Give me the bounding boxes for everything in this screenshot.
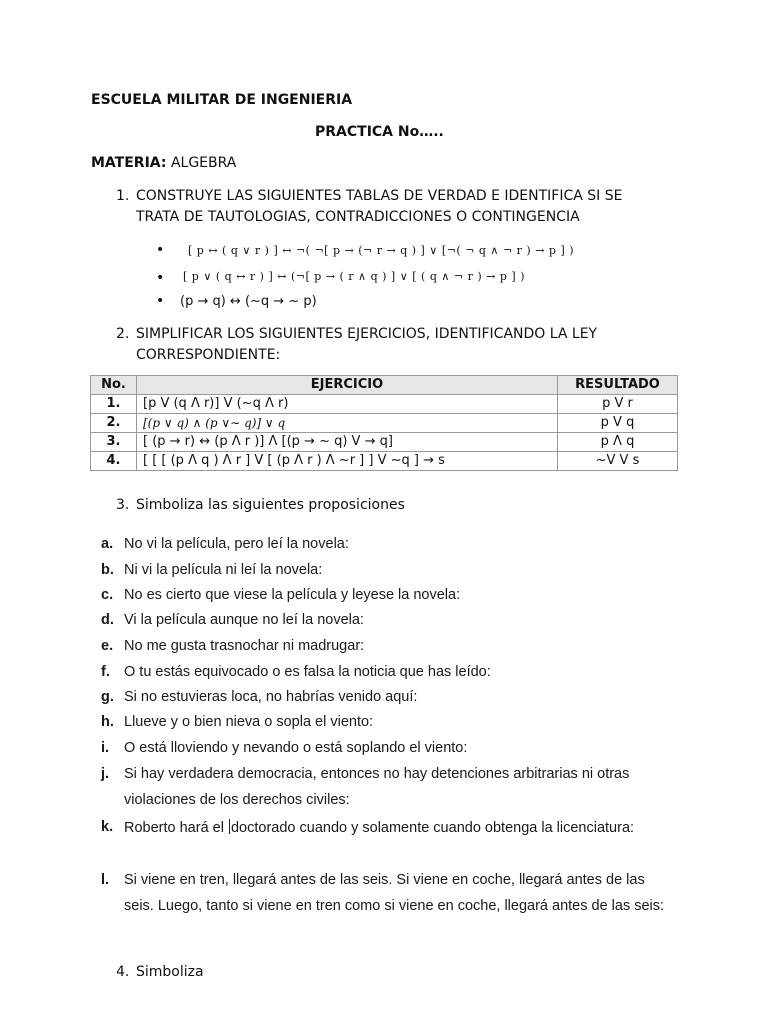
item-text-part-2: doctorado cuando y solamente cuando obtenga la licenciatura: (230, 820, 635, 836)
question-2-line-2: CORRESPONDIENTE: (136, 347, 281, 363)
table-header-row (91, 376, 678, 395)
row-number: 2. (91, 414, 137, 433)
question-number: 1. (116, 188, 130, 204)
item-letter: k. (101, 819, 114, 835)
row-number: 4. (91, 452, 137, 471)
item-text: Ni vi la película ni leí la novela: (124, 562, 323, 578)
column-header-no: No. (91, 376, 137, 395)
item-text (124, 819, 634, 836)
item-letter: i. (101, 740, 110, 756)
column-header-exercise: EJERCICIO (137, 376, 558, 395)
item-text-line-1: Si hay verdadera democracia, entonces no hay detenciones arbitrarias ni otras (124, 766, 630, 782)
result-cell: p V q (558, 414, 678, 433)
exercise-cell: [ (p → r) ↔ (p Λ r )] Λ [(p → ~ q) V → q] (137, 433, 558, 452)
result-cell: ~V V s (558, 452, 678, 471)
item-text: No es cierto que viese la película y leyese la novela: (124, 587, 461, 603)
formula-3: (p → q) ↔ (~q → ~ p) (180, 294, 317, 309)
subject-line (91, 155, 236, 171)
question-1-line-2: TRATA DE TAUTOLOGIAS, CONTRADICCIONES O CONTINGENCIA (136, 209, 580, 225)
exercise-cell: [(p ∨ q) ∧ (p ∨∼ q)] ∨ q (137, 414, 558, 433)
column-header-result: RESULTADO (558, 376, 678, 395)
bullet-icon: • (156, 270, 165, 286)
bullet-icon: • (156, 242, 165, 258)
practice-title: PRACTICA No….. (315, 124, 444, 140)
subject-label: MATERIA: (91, 155, 167, 171)
question-2 (116, 324, 598, 363)
item-text-part-1: Roberto hará el (124, 820, 224, 836)
row-number: 3. (91, 433, 137, 452)
question-number: 4. (116, 964, 130, 980)
school-name: ESCUELA MILITAR DE INGENIERIA (91, 92, 353, 108)
item-letter: c. (101, 587, 114, 603)
text-cursor (229, 819, 230, 834)
question-3 (116, 495, 405, 516)
item-letter: f. (101, 664, 110, 680)
question-1 (116, 186, 623, 225)
propositions-list (101, 536, 681, 936)
item-text: No me gusta trasnochar ni madrugar: (124, 638, 365, 654)
item-text: Llueve y o bien nieva o sopla el viento: (124, 714, 374, 730)
item-letter: d. (101, 612, 114, 628)
item-letter: e. (101, 638, 114, 654)
item-text: O está lloviendo y nevando o está soplando el viento: (124, 740, 468, 756)
subject-value: ALGEBRA (170, 155, 237, 171)
exercise-cell: [ [ [ (p Λ q ) Λ r ] V [ (p Λ r ) Λ ~r ] ] V ~q ] → s (137, 452, 558, 471)
item-letter: j. (101, 766, 110, 782)
question-4-title: Simboliza (136, 964, 204, 980)
item-letter: b. (101, 562, 114, 578)
question-number: 3. (116, 497, 130, 513)
item-letter: g. (101, 689, 114, 705)
item-text: No vi la película, pero leí la novela: (124, 536, 349, 552)
formula-1: [ p ↔ ( q ∨ r ) ] ↔ ¬( ¬[ p → (¬ r → q ) ] ∨ [¬( ¬ q ∧ ¬ r ) → p ] ) (188, 244, 575, 257)
question-number: 2. (116, 326, 130, 342)
question-4 (116, 962, 204, 983)
item-letter: l. (101, 872, 110, 888)
item-text-line-2: violaciones de los derechos civiles: (124, 792, 350, 808)
bullet-icon: • (156, 293, 165, 309)
table-row (91, 395, 678, 414)
item-text-line-1: Si viene en tren, llegará antes de las seis. Si viene en coche, llegará antes de las (124, 872, 645, 888)
result-cell: p V r (558, 395, 678, 414)
question-1-line-1: CONSTRUYE LAS SIGUIENTES TABLAS DE VERDAD E IDENTIFICA SI SE (136, 188, 623, 204)
exercise-cell: [p V (q Λ r)] V (~q Λ r) (137, 395, 558, 414)
item-letter: a. (101, 536, 114, 552)
row-number: 1. (91, 395, 137, 414)
item-text-line-2: seis. Luego, tanto si viene en tren como si viene en coche, llegará antes de las seis: (124, 898, 665, 914)
formula-2: [ p ∨ ( q ↔ r ) ] ↔ (¬[ p → ( r ∧ q ) ] ∨ [ ( q ∧ ¬ r ) → p ] ) (183, 270, 526, 283)
item-text: Vi la película aunque no leí la novela: (124, 612, 364, 628)
question-3-title: Simboliza las siguientes proposiciones (136, 497, 405, 513)
item-letter: h. (101, 714, 114, 730)
question-2-line-1: SIMPLIFICAR LOS SIGUIENTES EJERCICIOS, IDENTIFICANDO LA LEY (136, 326, 598, 342)
result-cell: p Λ q (558, 433, 678, 452)
exercise-table (90, 375, 678, 471)
table-row (91, 414, 678, 433)
item-text: Si no estuvieras loca, no habrías venido aquí: (124, 689, 418, 705)
table-row (91, 452, 678, 471)
item-text: O tu estás equivocado o es falsa la noticia que has leído: (124, 664, 491, 680)
table-row (91, 433, 678, 452)
